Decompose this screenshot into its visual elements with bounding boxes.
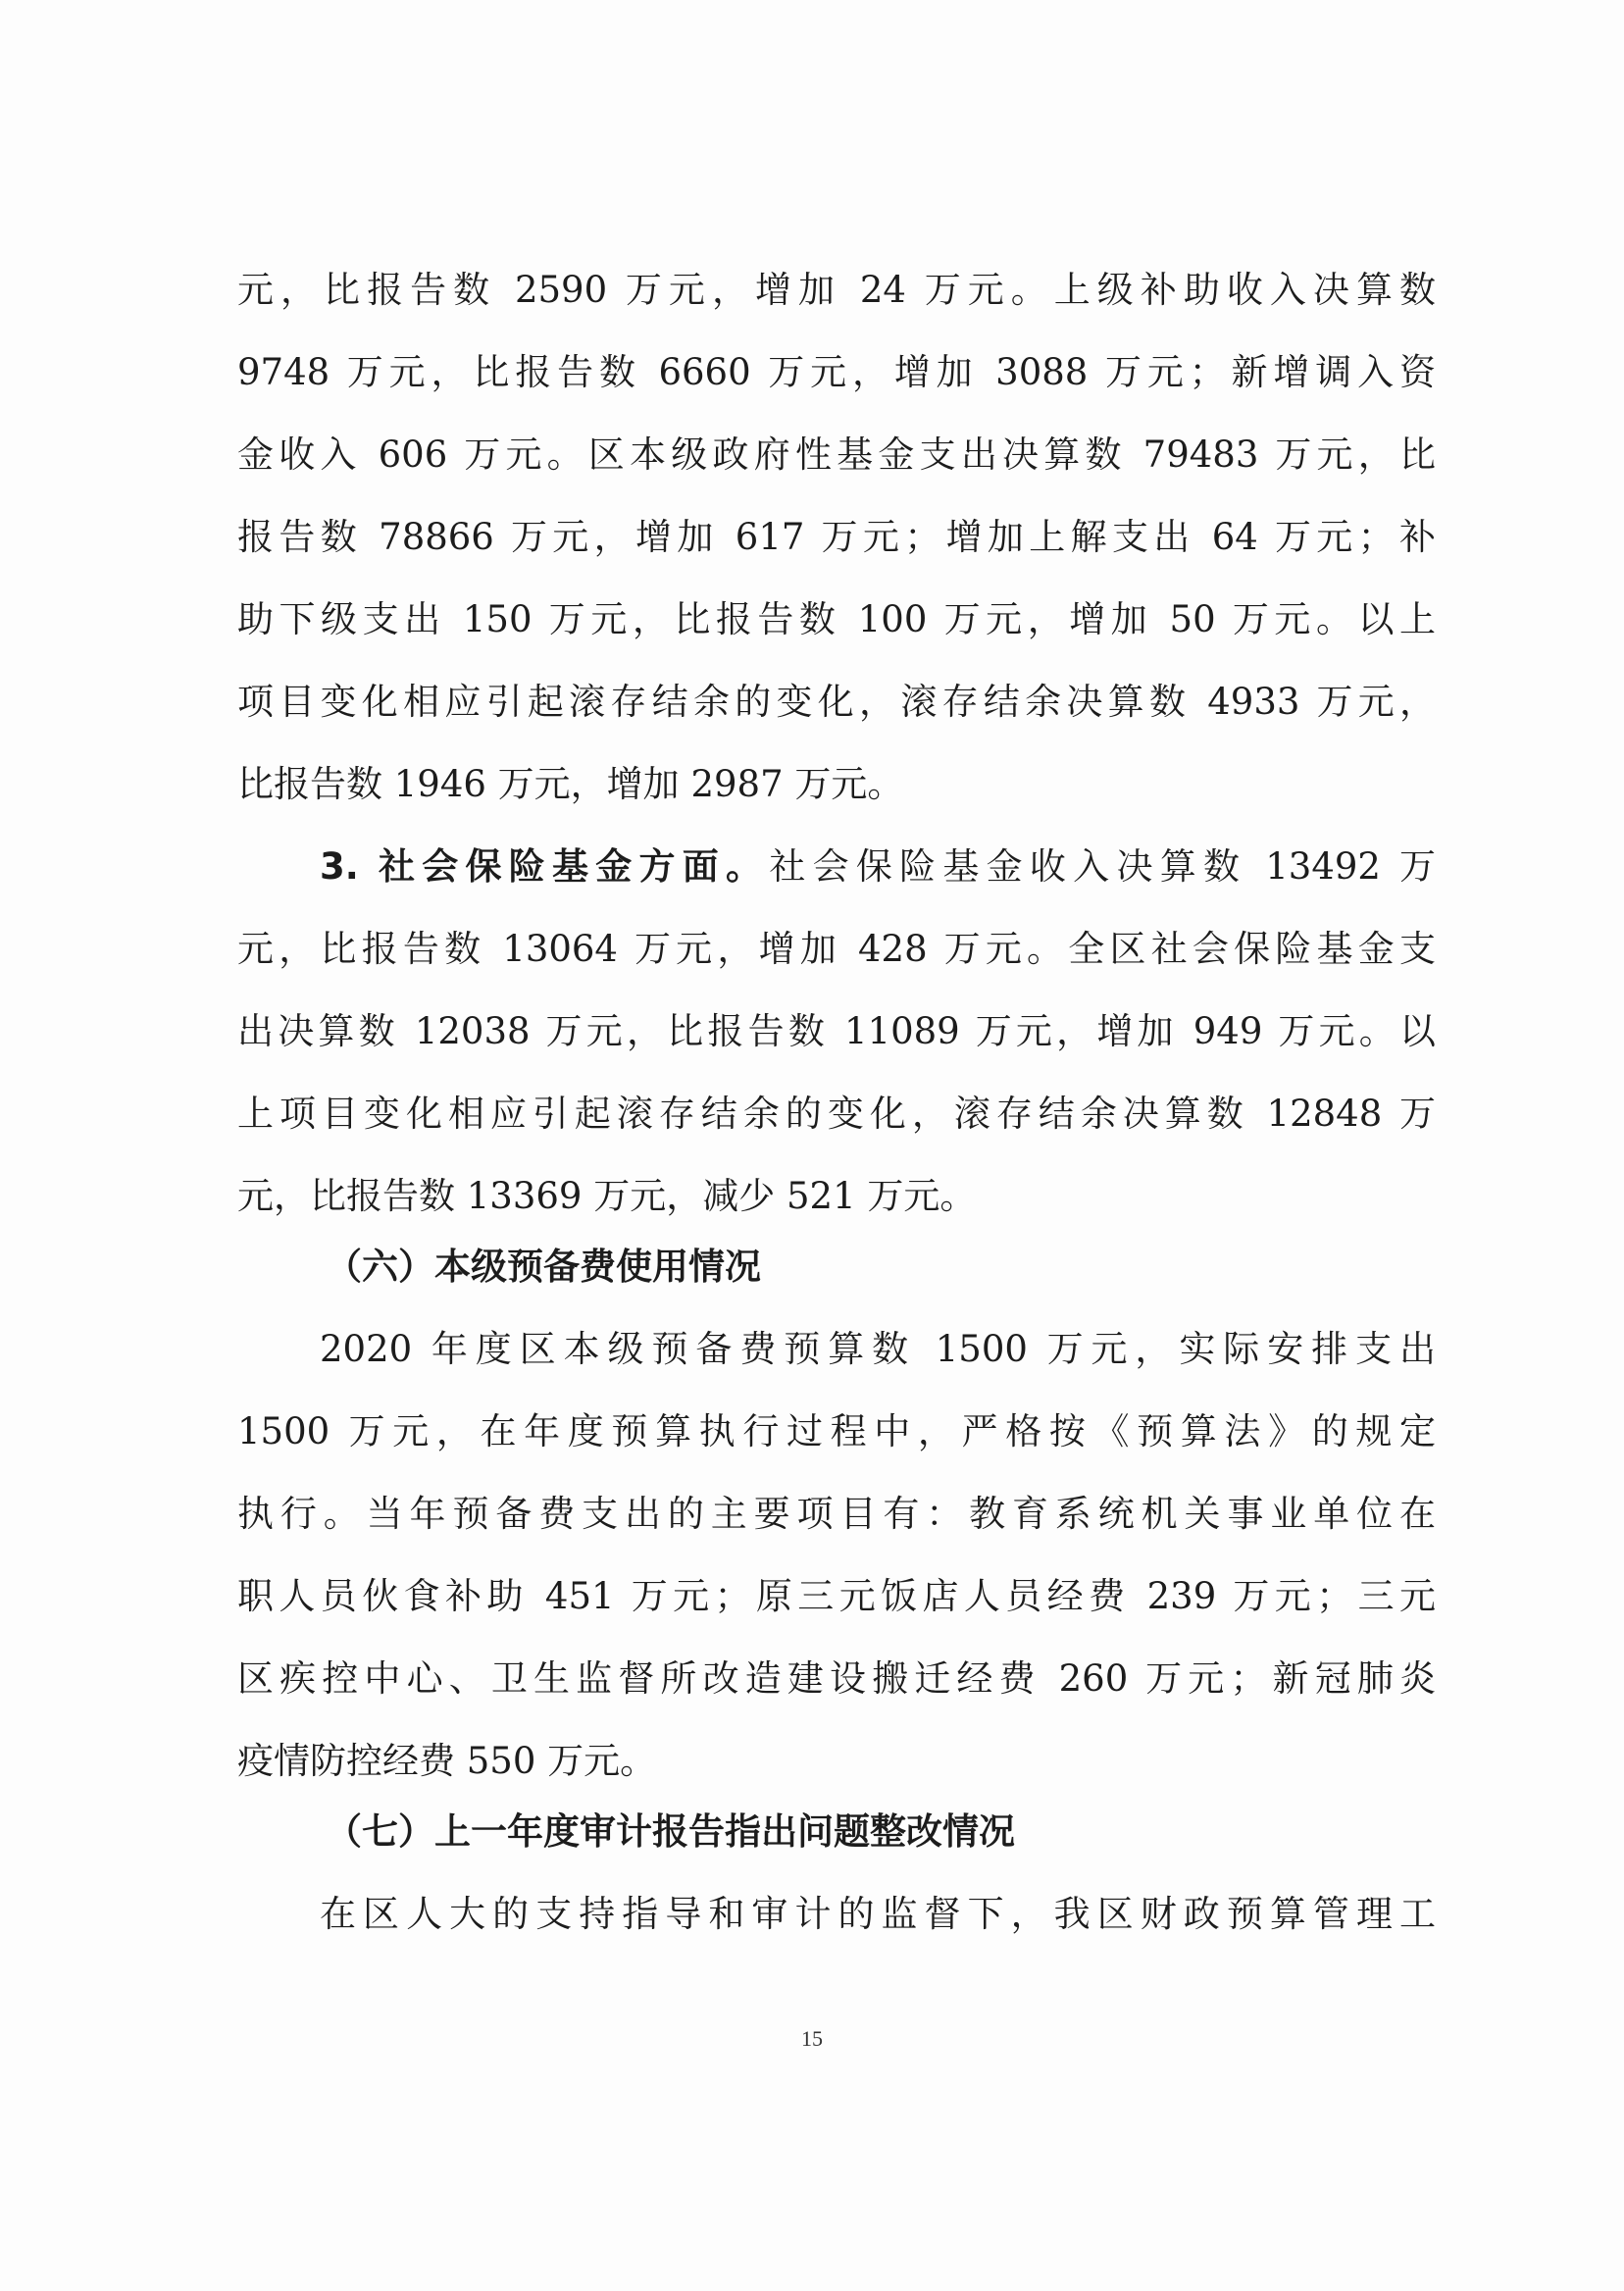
text-line: 金收入 606 万元。区本级政府性基金支出决算数 79483 万元，比 — [237, 433, 1436, 476]
page-number: 15 — [801, 2026, 823, 2051]
text-line: 区疾控中心、卫生监督所改造建设搬迁经费 260 万元；新冠肺炎 — [237, 1657, 1436, 1700]
text-line: 疫情防控经费 550 万元。 — [237, 1740, 657, 1782]
section-heading-reserve: （六）本级预备费使用情况 — [326, 1246, 761, 1288]
text-line: 项目变化相应引起滚存结余的变化，滚存结余决算数 4933 万元， — [237, 681, 1436, 723]
text-line: 2020 年度区本级预备费预算数 1500 万元，实际安排支出 — [320, 1328, 1436, 1370]
text-line: 报告数 78866 万元，增加 617 万元；增加上解支出 64 万元；补 — [237, 516, 1436, 558]
text-line: 元，比报告数 13369 万元，减少 521 万元。 — [237, 1175, 977, 1217]
social-insurance-first-line-rest: 社会保险基金收入决算数 13492 万 — [769, 845, 1436, 888]
social-insurance-first-line — [320, 844, 1436, 889]
text-line: 执行。当年预备费支出的主要项目有：教育系统机关事业单位在 — [237, 1493, 1436, 1535]
text-line: 上项目变化相应引起滚存结余的变化，滚存结余决算数 12848 万 — [237, 1093, 1436, 1135]
social-insurance-lead: 3. 社会保险基金方面。 — [320, 845, 770, 888]
text-line: 元，比报告数 2590 万元，增加 24 万元。上级补助收入决算数 — [237, 269, 1436, 311]
text-line: 助下级支出 150 万元，比报告数 100 万元，增加 50 万元。以上 — [237, 598, 1436, 640]
text-line: 在区人大的支持指导和审计的监督下，我区财政预算管理工 — [320, 1893, 1436, 1935]
text-line: 比报告数 1946 万元，增加 2987 万元。 — [237, 763, 904, 805]
text-line: 出决算数 12038 万元，比报告数 11089 万元，增加 949 万元。以 — [237, 1010, 1436, 1052]
text-line: 职人员伙食补助 451 万元；原三元饭店人员经费 239 万元；三元 — [237, 1575, 1436, 1617]
text-line: 元，比报告数 13064 万元，增加 428 万元。全区社会保险基金支 — [237, 928, 1436, 970]
text-line: 1500 万元，在年度预算执行过程中，严格按《预算法》的规定 — [237, 1410, 1436, 1452]
section-heading-audit: （七）上一年度审计报告指出问题整改情况 — [326, 1810, 1015, 1853]
text-line: 9748 万元，比报告数 6660 万元，增加 3088 万元；新增调入资 — [237, 351, 1436, 393]
